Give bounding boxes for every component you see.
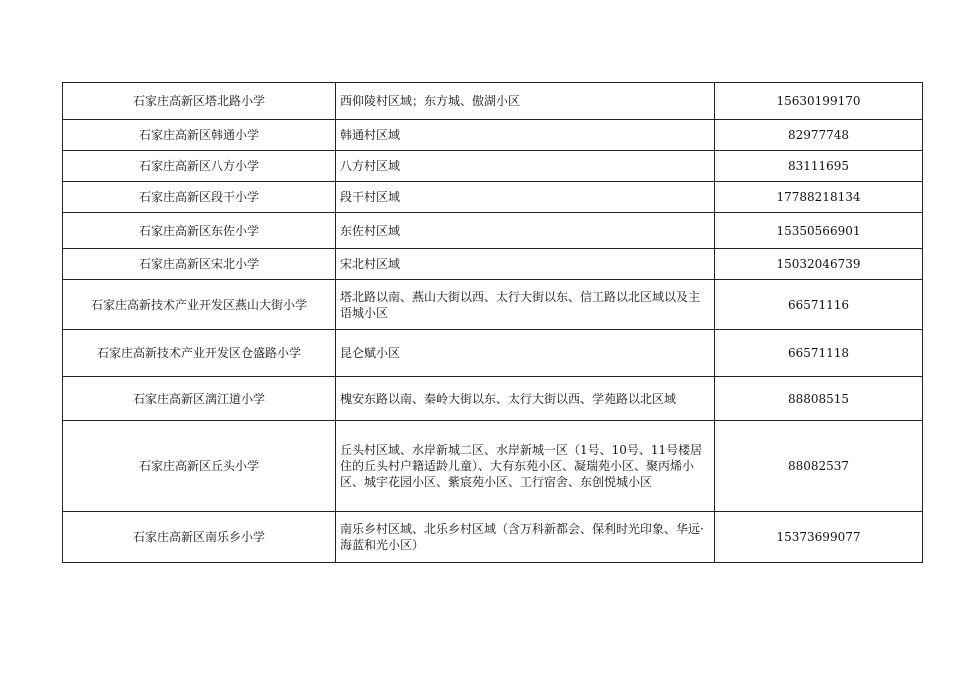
school-name-cell: 石家庄高新区八方小学 (63, 151, 336, 182)
district-area-cell: 西仰陵村区域；东方城、傲湖小区 (336, 83, 715, 120)
district-area-cell: 宋北村区域 (336, 249, 715, 280)
phone-cell: 17788218134 (715, 182, 923, 213)
table-row (63, 280, 923, 330)
phone-cell: 82977748 (715, 120, 923, 151)
district-area-cell: 槐安东路以南、秦岭大街以东、太行大街以西、学苑路以北区域 (336, 377, 715, 421)
table-row (63, 151, 923, 182)
school-name-cell: 石家庄高新区东佐小学 (63, 213, 336, 249)
district-area-cell: 韩通村区域 (336, 120, 715, 151)
school-name-cell: 石家庄高新区漓江道小学 (63, 377, 336, 421)
phone-cell: 66571116 (715, 280, 923, 330)
phone-cell: 15373699077 (715, 512, 923, 563)
table-row (63, 330, 923, 377)
school-name-cell: 石家庄高新区韩通小学 (63, 120, 336, 151)
phone-cell: 88808515 (715, 377, 923, 421)
district-area-cell: 昆仑赋小区 (336, 330, 715, 377)
table-row (63, 377, 923, 421)
school-name-cell: 石家庄高新技术产业开发区仓盛路小学 (63, 330, 336, 377)
school-name-cell: 石家庄高新区塔北路小学 (63, 83, 336, 120)
table-row (63, 120, 923, 151)
district-area-cell: 八方村区域 (336, 151, 715, 182)
phone-cell: 15032046739 (715, 249, 923, 280)
school-name-cell: 石家庄高新技术产业开发区燕山大街小学 (63, 280, 336, 330)
table-row (63, 421, 923, 512)
school-name-cell: 石家庄高新区丘头小学 (63, 421, 336, 512)
table-row (63, 249, 923, 280)
table-row (63, 213, 923, 249)
district-area-cell: 东佐村区域 (336, 213, 715, 249)
phone-cell: 15350566901 (715, 213, 923, 249)
school-district-table (62, 82, 923, 563)
district-area-cell: 塔北路以南、燕山大街以西、太行大街以东、信工路以北区域以及主语城小区 (336, 280, 715, 330)
school-name-cell: 石家庄高新区宋北小学 (63, 249, 336, 280)
phone-cell: 15630199170 (715, 83, 923, 120)
school-name-cell: 石家庄高新区南乐乡小学 (63, 512, 336, 563)
district-area-cell: 南乐乡村区域、北乐乡村区域（含万科新都会、保利时光印象、华远·海蓝和光小区） (336, 512, 715, 563)
phone-cell: 88082537 (715, 421, 923, 512)
phone-cell: 83111695 (715, 151, 923, 182)
table-row (63, 83, 923, 120)
table-row (63, 512, 923, 563)
table-row (63, 182, 923, 213)
phone-cell: 66571118 (715, 330, 923, 377)
school-name-cell: 石家庄高新区段干小学 (63, 182, 336, 213)
district-area-cell: 丘头村区域、水岸新城二区、水岸新城一区（1号、10号、11号楼居住的丘头村户籍适龄儿童）、大有东苑小区、凝瑞苑小区、聚丙烯小区、城宇花园小区、紫宸苑小区、工行宿舍、东创悦城小区 (336, 421, 715, 512)
district-area-cell: 段干村区域 (336, 182, 715, 213)
